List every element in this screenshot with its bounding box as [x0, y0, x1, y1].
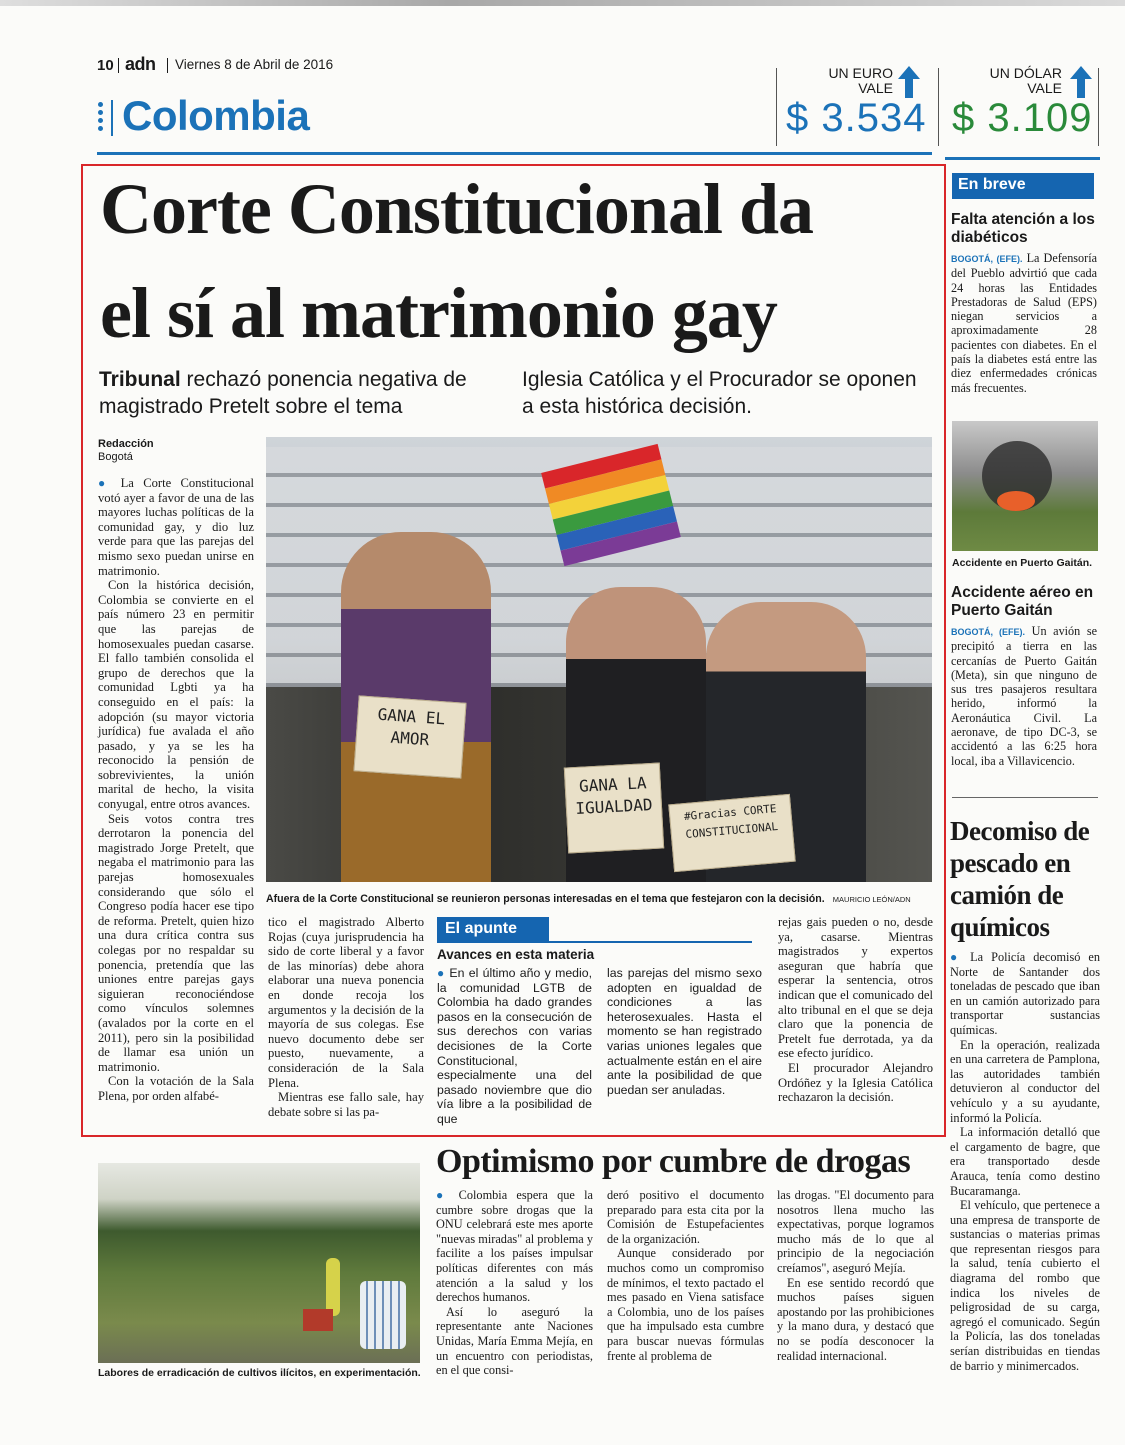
drogas-col3: las drogas. "El documento para nosotros llena mucho las expectativas, porque logramos mucho más de lo que al principio de la negociación creíamos", aseguró Mejía. En ese sentido recordó que muchos países siguen apostando por las prohibiciones y la mano dura, y destacó que no se podía desconocer la realidad internacional.: [777, 1188, 934, 1363]
bullet-icon: ●: [437, 966, 450, 980]
worker: [326, 1258, 340, 1316]
article-col1: ● La Corte Constitucional votó ayer a favor de una de las mayores luchas políticas de la comunidad gay, y dio luz verde para que las parejas del mismo sexo puedan unirse en matrimonio. Con la histórica decisión, Colombia se convierte en el país número 23 en permitir que las parejas de homosexuales puedan casarse. El fallo también consolida el grupo de derechos que la comunidad Lgbti ya ha conseguido en el país: la adopción (su mayor victoria jurídica) fue avalada el año pasado, y ya se les ha reconocido la pensión de sobrevivientes, la unión marital de hecho, la visita conyugal, entre otros avances. Seis votos contra tres derrotaron la ponencia del magistrado Jorge Pretelt, que negaba el matrimonio para las parejas homosexuales considerando que sólo el Congreso podía hacer ese tipo de reforma. Pretelt, quien hizo una dura crítica contra sus colegas por no respaldar su ponencia, pretendía que las uniones entre parejas gays siguieran reconociéndose como vínculos solemnes (avalados por la corte en el 2011), pero sin la posibilidad de llamar esa unión un matrimonio. Con la votación de la Sala Plena, por orden alfabé-: [98, 476, 254, 1103]
apunte-title: Avances en esta materia: [437, 947, 595, 962]
drogas-headline: Optimismo por cumbre de drogas: [436, 1143, 911, 1180]
article-col4: rejas gais pueden o no, desde ya, casarse. Mientras magistrados y expertos aseguran que habría que esperar la sentencia, otros indican que el comunicado del alto tribunal en el que se deja claro que la ponencia de Pretelt fue derrotada, ya da ese efecto jurídico. El procurador Alejandro Ordóñez y la Iglesia Católica rechazaron la decisión.: [778, 915, 933, 1105]
article-col2: tico el magistrado Alberto Rojas (cuya jurisprudencia ha sido de corte liberal y a favor de las minorías) debe ahora elaborar una nueva ponencia en donde recoja los argumentos y la decisión de la mayoría de sus colegas. Ese nuevo documento debe ser puesto, nuevamente, a consideración de la Sala Plena. Mientras ese fallo sale, hay debate sobre si las pa-: [268, 915, 424, 1119]
main-photo: [266, 437, 932, 882]
deck-left: [99, 366, 511, 420]
brand-logo: adn: [125, 54, 156, 74]
header-divider: [167, 58, 168, 73]
photo-credit: MAURICIO LEÓN/ADN: [832, 895, 911, 904]
brief-item1-text: BOGOTÁ, (EFE). La Defensoría del Pueblo advirtió que cada 24 horas las Entidades Prestadoras de Salud (EPS) niegan servicios a aproximadamente 28 pacientes con diabetes. En el país la diabetes está entre las diez enfermedades crónicas más frecuentes.: [951, 251, 1097, 395]
fire: [997, 491, 1035, 511]
page-top-strip: [0, 0, 1125, 6]
page-number: 10: [97, 57, 114, 74]
barrel: [360, 1281, 406, 1349]
currency-divider: [1098, 68, 1099, 146]
section-bar: [111, 100, 113, 136]
brief-photo: [952, 421, 1098, 551]
bullet-icon: ●: [950, 950, 971, 964]
apunte-label: El apunte: [437, 917, 549, 943]
euro-value: $ 3.534: [786, 96, 927, 140]
byline: Redacción Bogotá: [98, 438, 154, 463]
brief-label: En breve: [952, 173, 1094, 199]
engine: [303, 1309, 333, 1331]
issue-date: Viernes 8 de Abril de 2016: [175, 57, 334, 72]
photo-caption: Afuera de la Corte Constitucional se reunieron personas interesadas en el tema que festejaron con la decisión. MAURICIO LEÓN/ADN: [266, 893, 911, 905]
deck-right: Iglesia Católica y el Procurador se oponen a esta histórica decisión.: [522, 368, 917, 418]
apunte-col-b: las parejas del mismo sexo adopten en igualdad de condiciones a las heterosexuales. Hasta el momento se han registrado varias uniones legales que actualmente están en el aire ante la posibilidad de que puedan ser anuladas.: [607, 966, 762, 1097]
brief-bottom-rule: [952, 797, 1098, 798]
decomiso-headline: Decomiso de pescado en camión de químicos: [950, 816, 1090, 942]
header-bottom-rule: [97, 152, 932, 155]
brief-item2-text: BOGOTÁ, (EFE). Un avión se precipitó a tierra en las cercanías de Puerto Gaitán (Meta), sin que ninguno de sus tres pasajeros resultara herido, informó la Aeronáutica Civil. La aeronave, de tipo DC-3, se accidentó a las 6:25 hora local, iba a Villavicencio.: [951, 624, 1098, 768]
headline-line1: Corte Constitucional da: [100, 169, 813, 249]
main-headline: [100, 170, 940, 352]
brief-item1-dateline: BOGOTÁ, (EFE).: [951, 254, 1023, 264]
currency-divider: [776, 68, 777, 146]
dollar-value: $ 3.109: [952, 96, 1093, 140]
header-bottom-rule: [945, 157, 1100, 160]
sign-gana-la-igualdad: GANA LA IGUALDAD: [564, 763, 664, 854]
sign-gracias-corte: #Gracias CORTE CONSTITUCIONAL: [668, 794, 795, 872]
apunte-col-a: ● En el último año y medio, la comunidad LGTB de Colombia ha dado grandes pasos en la consecución de sus derechos con varias decisiones de la Corte Constitucional, especialmente una del pasado noviembre que dio vía libre a la posibilidad de que: [437, 966, 592, 1126]
currency-divider: [938, 68, 939, 146]
brief-item2-title: Accidente aéreo en Puerto Gaitán: [951, 584, 1094, 619]
up-arrow-icon: [1070, 66, 1092, 98]
sign-gana-el-amor: GANA EL AMOR: [353, 695, 466, 778]
drogas-col2: deró positivo el documento preparado para esta cita por la Comisión de Estupefacientes de la organización. Aunque considerado por muchos como un compromiso de mínimos, el texto pactado el mes pasado en Viena satisface a Colombia, uno de los países que ha impulsado esta cumbre para buscar nuevas fórmulas frente al problema de: [607, 1188, 764, 1363]
drogas-col1: ● Colombia espera que la cumbre sobre drogas que la ONU celebrará este mes aporte "nuevas miradas" al problema y facilite a los países impulsar políticas diferentes con más atención a la salud y los derechos humanos. Así lo aseguró la representante ante Naciones Unidas, María Emma Mejía, en un encuentro con periodistas, en el que consi-: [436, 1188, 594, 1378]
section-title: Colombia: [122, 92, 310, 139]
bullet-icon: ●: [98, 476, 121, 490]
brief-item1-title: Falta atención a los diabéticos: [951, 211, 1095, 246]
deck-rest: rechazó ponencia negativa de magistrado Pretelt sobre el tema: [99, 368, 467, 418]
euro-label: UN EURO VALE: [828, 65, 893, 96]
brief-photo-caption: Accidente en Puerto Gaitán.: [952, 557, 1093, 569]
header-divider: [118, 58, 119, 73]
decomiso-text: ● La Policía decomisó en Norte de Santander dos toneladas de pescado que iban en un camión autorizado para transportar sustancias químicas. En la operación, realizada en una carretera de Pamplona, las autoridades también detuvieron al conductor del vehículo y a su ayudante, informó la Policía. La información detalló que el cargamento de bagre, que era transportado desde Arauca, tenía como destino Bucaramanga. El vehículo, que pertenece a una empresa de transporte de sustancias o materias primas que representan riesgos para la salud, tenía cubierto el diagrama del rombo que indica los niveles de peligrosidad de su carga, agregó el comunicado. Según la Policía, las dos toneladas serían distribuidas en tiendas de barrio y minimercados.: [950, 950, 1100, 1373]
drogas-photo-caption: Labores de erradicación de cultivos ilícitos, en experimentación.: [98, 1367, 421, 1379]
section-dots: [98, 102, 104, 131]
dollar-label: UN DÓLAR VALE: [989, 65, 1062, 96]
headline-line2: el sí al matrimonio gay: [100, 273, 777, 353]
drogas-photo: [98, 1163, 420, 1363]
brief-item2-dateline: BOGOTÁ, (EFE).: [951, 627, 1026, 637]
deck-strong: Tribunal: [99, 368, 181, 391]
apunte-rule: [549, 941, 752, 943]
up-arrow-icon: [898, 66, 920, 98]
bullet-icon: ●: [436, 1188, 459, 1202]
